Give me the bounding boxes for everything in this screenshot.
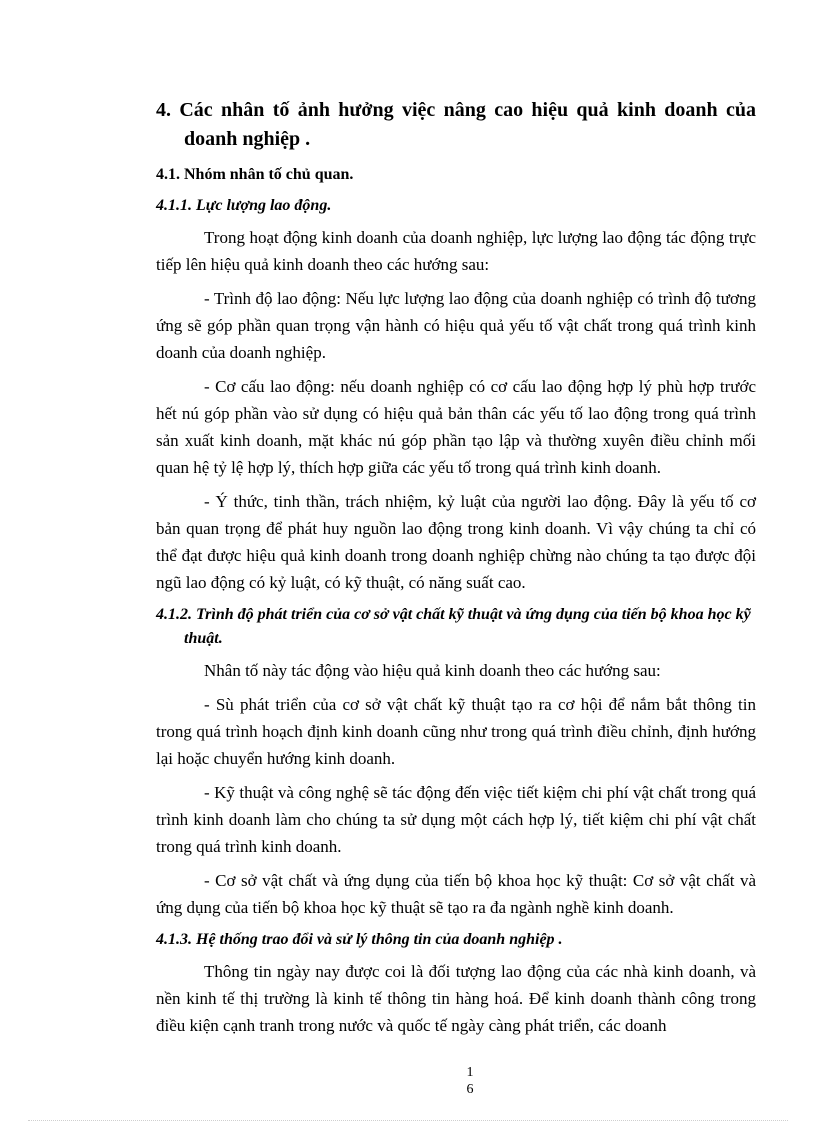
page-number-digit-1: 1 (466, 1065, 474, 1080)
subsection-heading-4-1-3: 4.1.3. Hệ thống trao đổi và sử lý thông tin của doanh nghiệp . (156, 931, 563, 948)
paragraph: Trong hoạt động kinh doanh của doanh nghiệp, lực lượng lao động tác động trực tiếp lên hiệu quả kinh doanh theo các hướng sau: (156, 228, 756, 274)
page-number-digit-2: 6 (466, 1082, 474, 1097)
subsection-heading-4-1: 4.1. Nhóm nhân tố chủ quan. (156, 166, 354, 183)
paragraph: - Cơ sở vật chất và ứng dụng của tiến bộ khoa học kỹ thuật: Cơ sở vật chất và ứng dụng của tiến bộ khoa học kỹ thuật sẽ tạo ra đa ngành nghề kinh doanh. (156, 871, 756, 917)
paragraph: - Sù phát triển của cơ sở vật chất kỹ thuật tạo ra cơ hội để nắm bắt thông tin trong quá trình hoạch định kinh doanh cũng như trong quá trình điều chỉnh, định hướng lại hoặc chuyển hướng kinh doanh. (156, 695, 756, 768)
document-page (156, 96, 756, 1046)
paragraph: - Cơ cấu lao động: nếu doanh nghiệp có cơ cấu lao động hợp lý phù hợp trước hết nú góp phần vào sử dụng có hiệu quả bản thân các yếu tố lao động trong quá trình sản xuất kinh doanh, mặt khác nú góp phần tạo lập và thường xuyên điều chỉnh mối quan hệ tỷ lệ hợp lý, thích hợp giữa các yếu tố trong quá trình kinh doanh. (156, 377, 756, 477)
page-number (462, 1064, 478, 1098)
paragraph: - Ý thức, tinh thần, trách nhiệm, kỷ luật của người lao động. Đây là yếu tố cơ bản quan trọng để phát huy nguồn lao động trong kinh doanh. Vì vậy chúng ta chỉ có thể đạt được hiệu quả kinh doanh trong doanh nghiệp chừng nào chúng ta tạo được đội ngũ lao động có kỷ luật, có kỹ thuật, có năng suất cao. (156, 492, 756, 592)
subsection-heading-4-1-1: 4.1.1. Lực lượng lao động. (156, 197, 332, 214)
paragraph: - Kỹ thuật và công nghệ sẽ tác động đến việc tiết kiệm chi phí vật chất trong quá trình kinh doanh làm cho chúng ta sử dụng một cách hợp lý, tiết kiệm chi phí vật chất trong quá trình kinh doanh. (156, 783, 756, 856)
page-bottom-divider (28, 1120, 788, 1121)
paragraph: - Trình độ lao động: Nếu lực lượng lao động của doanh nghiệp có trình độ tương ứng sẽ góp phần quan trọng vận hành có hiệu quả yếu tố vật chất trong quá trình kinh doanh của doanh nghiệp. (156, 289, 756, 362)
section-heading-4: 4. Các nhân tố ảnh hưởng việc nâng cao hiệu quả kinh doanh của doanh nghiệp . (156, 99, 756, 150)
paragraph: Nhân tố này tác động vào hiệu quả kinh doanh theo các hướng sau: (204, 661, 661, 680)
subsection-heading-4-1-2: 4.1.2. Trình độ phát triển của cơ sở vật chất kỹ thuật và ứng dụng của tiến bộ khoa học kỹ thuật. (156, 606, 751, 647)
paragraph: Thông tin ngày nay được coi là đối tượng lao động của các nhà kinh doanh, và nền kinh tế thị trường là kinh tế thông tin hàng hoá. Để kinh doanh thành công trong điều kiện cạnh tranh trong nước và quốc tế ngày càng phát triển, các doanh (156, 962, 756, 1035)
